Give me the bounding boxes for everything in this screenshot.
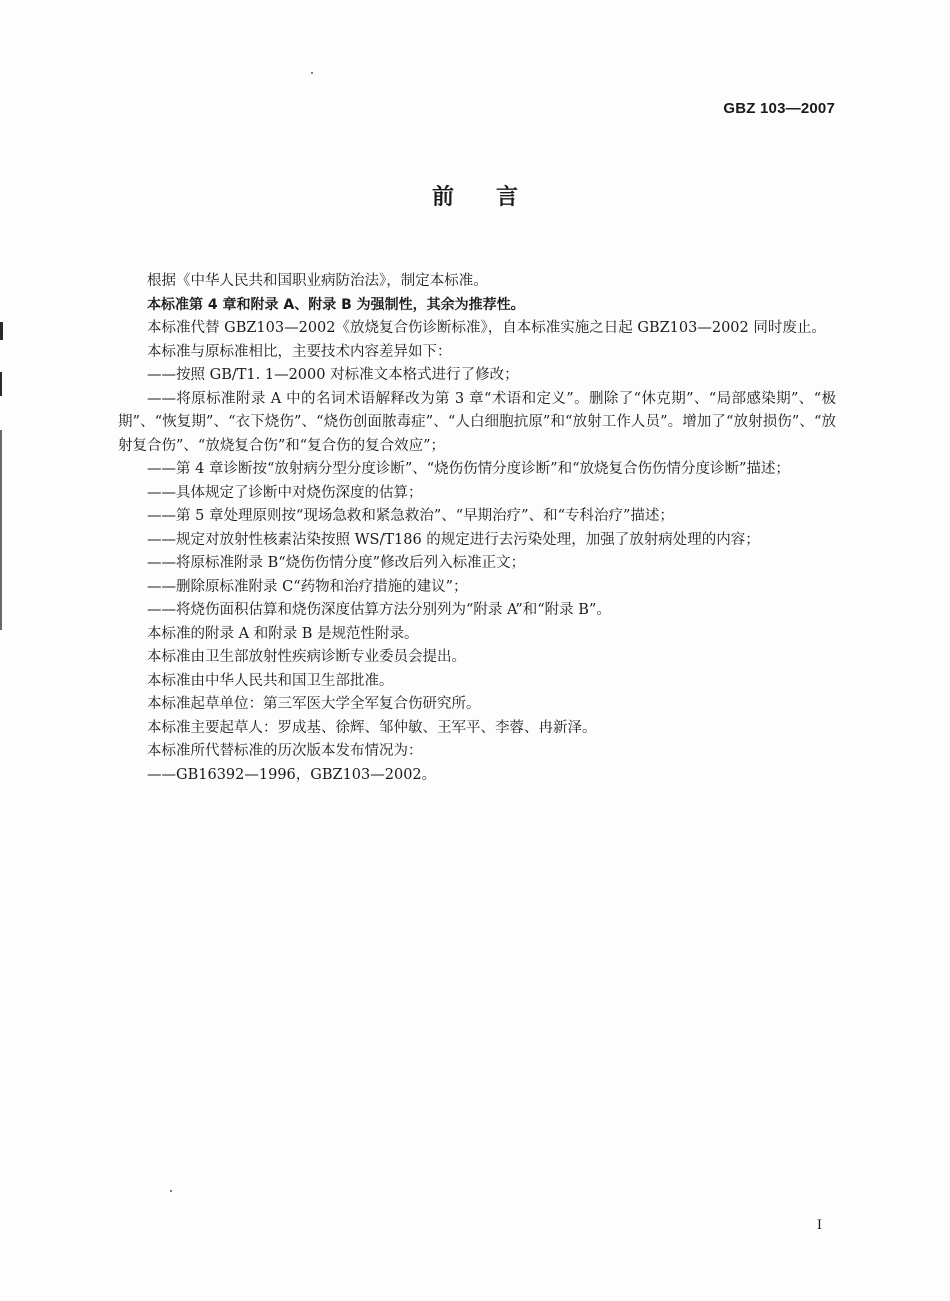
list-item: ——将原标准附录 B“烧伤伤情分度”修改后列入标准正文；	[147, 555, 526, 571]
scan-edge-mark	[0, 322, 3, 340]
page-number: I	[816, 1218, 822, 1233]
paragraph: 根据《中华人民共和国职业病防治法》，制定本标准。	[147, 273, 488, 289]
paragraph: 本标准主要起草人：罗成基、徐辉、邹仲敏、王军平、李蓉、冉新泽。	[147, 719, 597, 736]
scan-edge-mark	[0, 372, 2, 396]
scan-edge-mark	[0, 430, 2, 630]
list-item: ——第 4 章诊断按“放射病分型分度诊断”、“烧伤伤情分度诊断”和“放烧复合伤伤情分度诊断”描述；	[147, 461, 790, 477]
paragraph: 本标准由中华人民共和国卫生部批准。	[147, 672, 394, 689]
list-item: ——删除原标准附录 C“药物和治疗措施的建议”；	[147, 578, 468, 595]
paragraph: 本标准与原标准相比，主要技术内容差异如下：	[147, 343, 452, 360]
scan-speck	[170, 1190, 172, 1192]
list-item: ——按照 GB/T1. 1—2000 对标准文本格式进行了修改；	[147, 367, 519, 383]
page-title: 前言	[431, 185, 560, 210]
paragraph: 本标准由卫生部放射性疾病诊断专业委员会提出。	[147, 649, 466, 665]
paragraph: 本标准代替 GBZ103—2002《放烧复合伤诊断标准》，自本标准实施之日起 GBZ103—2002 同时废止。	[147, 320, 826, 336]
list-item: ——规定对放射性核素沾染按照 WS/T186 的规定进行去污染处理，加强了放射病处理的内容；	[147, 531, 760, 548]
foreword-body	[118, 270, 836, 787]
paragraph: 本标准起草单位：第三军医大学全军复合伤研究所。	[147, 696, 481, 712]
list-item: ——将原标准附录 A 中的名词术语解释改为第 3 章“术语和定义”。删除了“休克期”、“局部感染期”、“极期”、“恢复期”、“衣下烧伤”、“烧伤创面脓毒症”、“人白细胞抗原”和“放射工作人员”。增加了“放射损伤”、“放射复合伤”、“放烧复合伤”和“复合伤的复合效应”；	[118, 390, 836, 454]
scan-speck	[311, 72, 313, 74]
list-item: ——GB16392—1996，GBZ103—2002。	[147, 766, 437, 783]
list-item: ——将烧伤面积估算和烧伤深度估算方法分别列为“附录 A”和“附录 B”。	[147, 602, 611, 618]
standard-code: GBZ 103—2007	[723, 100, 835, 117]
list-item: ——具体规定了诊断中对烧伤深度的估算；	[147, 484, 423, 501]
list-item: ——第 5 章处理原则按“现场急救和紧急救治”、“早期治疗”、和“专科治疗”描述；	[147, 508, 674, 524]
paragraph: 本标准的附录 A 和附录 B 是规范性附录。	[147, 625, 419, 642]
paragraph: 本标准所代替标准的历次版本发布情况为：	[147, 743, 423, 759]
paragraph-mandatory-note: 本标准第 4 章和附录 A、附录 B 为强制性，其余为推荐性。	[147, 296, 525, 313]
